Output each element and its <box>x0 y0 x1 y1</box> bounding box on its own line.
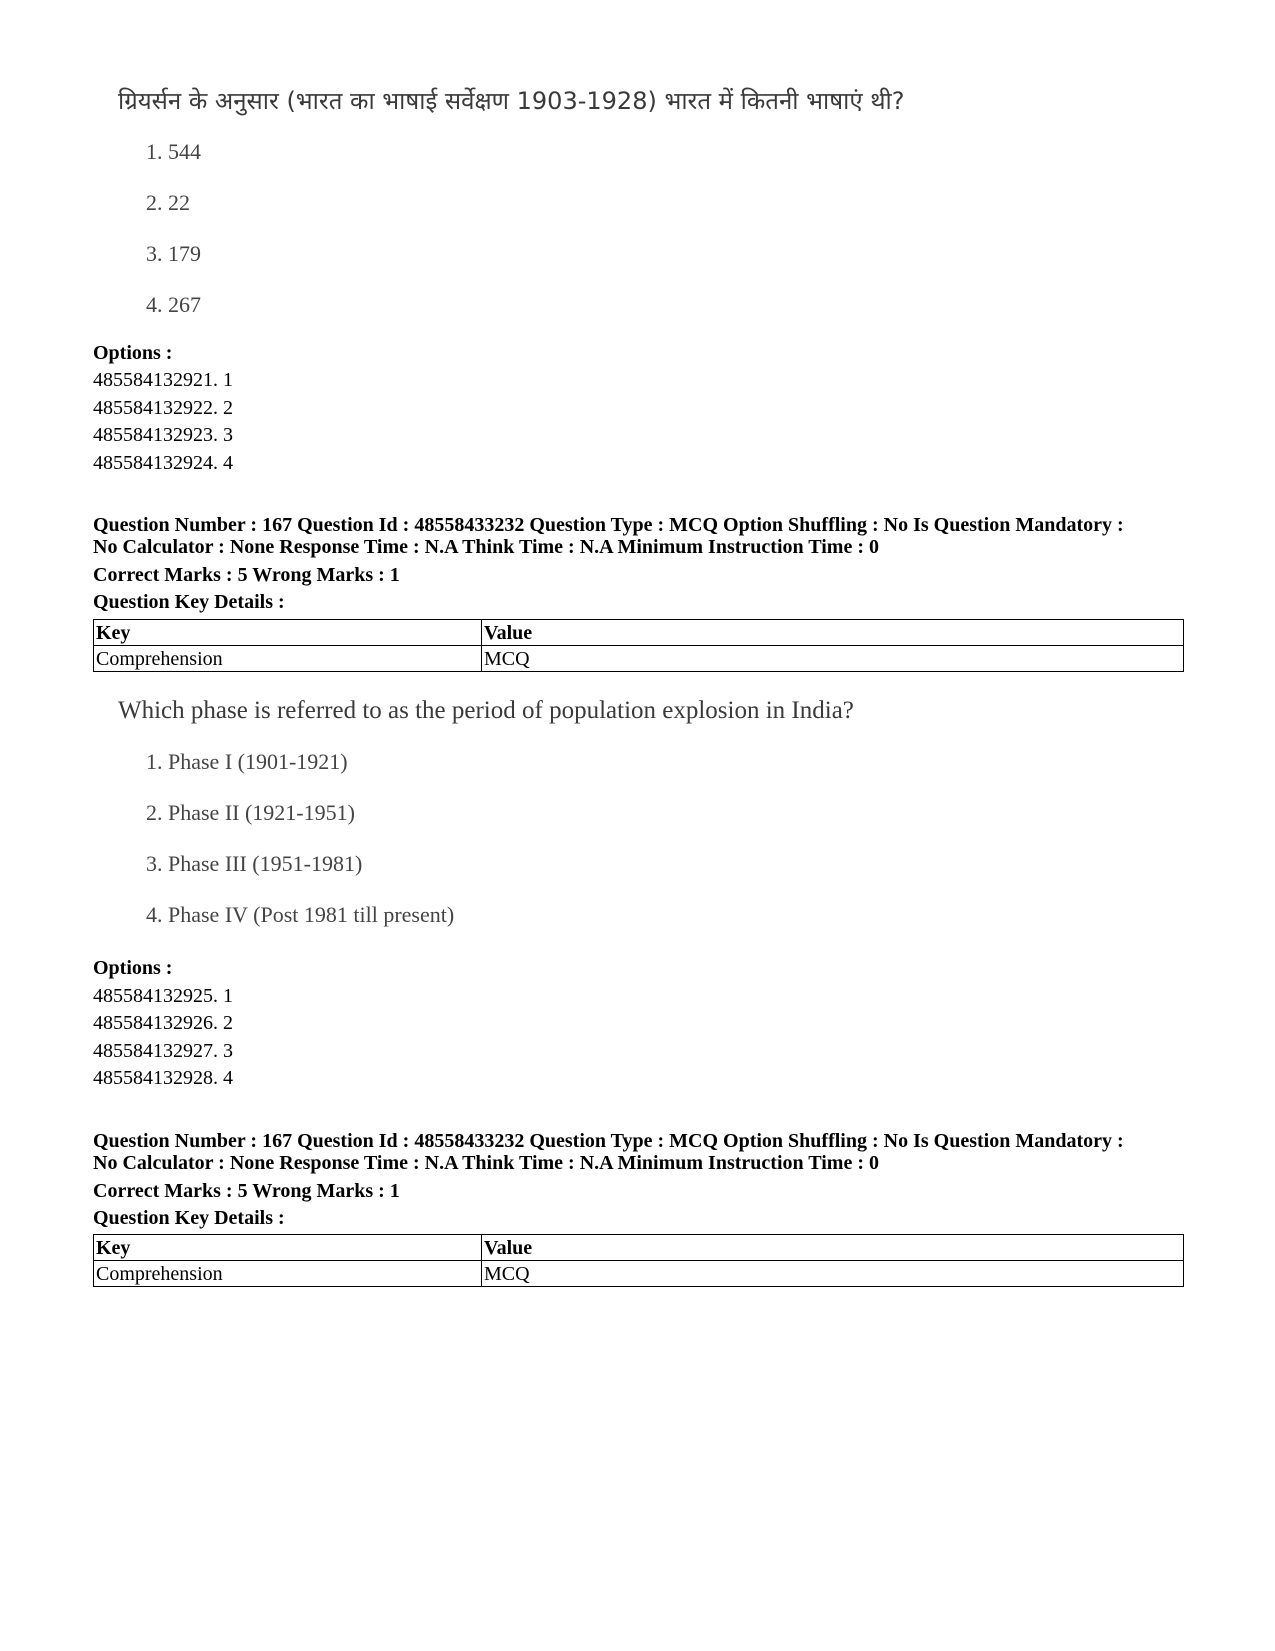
answer-choice-2: 2. 22 <box>146 190 190 215</box>
table-header-row <box>94 1235 1184 1261</box>
table-cell-key: Comprehension <box>94 1261 482 1287</box>
answer-choice-1: 1. 544 <box>146 139 201 164</box>
marks-line: Correct Marks : 5 Wrong Marks : 1 <box>93 564 400 586</box>
option-id-line: 485584132922. 2 <box>93 397 233 419</box>
option-id-line: 485584132924. 4 <box>93 452 233 474</box>
question-text: Which phase is referred to as the period of population explosion in India? <box>118 697 854 724</box>
option-id-line: 485584132921. 1 <box>93 369 233 391</box>
table-row <box>94 1261 1184 1287</box>
table-header-row <box>94 620 1184 646</box>
marks-line: Correct Marks : 5 Wrong Marks : 1 <box>93 1180 400 1202</box>
question-meta-line-1: Question Number : 167 Question Id : 48558433232 Question Type : MCQ Option Shuffling : No Is Question Mandatory : <box>93 1130 1124 1152</box>
question-meta-line-1: Question Number : 167 Question Id : 48558433232 Question Type : MCQ Option Shuffling : No Is Question Mandatory : <box>93 514 1124 536</box>
answer-choice-3: 3. 179 <box>146 241 201 266</box>
key-details-table <box>93 1234 1184 1287</box>
table-row <box>94 646 1184 672</box>
question-meta-line-2: No Calculator : None Response Time : N.A Think Time : N.A Minimum Instruction Time : 0 <box>93 1152 879 1174</box>
question-text-hindi: ग्रियर्सन के अनुसार (भारत का भाषाई सर्वेक्षण 1903-1928) भारत में कितनी भाषाएं थी? <box>118 87 905 115</box>
table-header-key: Key <box>94 1235 482 1261</box>
option-id-line: 485584132928. 4 <box>93 1067 233 1089</box>
options-heading: Options : <box>93 957 173 979</box>
option-id-line: 485584132926. 2 <box>93 1012 233 1034</box>
question-meta-line-2: No Calculator : None Response Time : N.A Think Time : N.A Minimum Instruction Time : 0 <box>93 536 879 558</box>
table-header-value: Value <box>482 620 1184 646</box>
options-heading: Options : <box>93 342 173 364</box>
key-details-table <box>93 619 1184 672</box>
answer-choice-1: 1. Phase I (1901-1921) <box>146 749 348 774</box>
answer-choice-4: 4. Phase IV (Post 1981 till present) <box>146 902 455 927</box>
table-cell-value: MCQ <box>482 646 1184 672</box>
table-header-key: Key <box>94 620 482 646</box>
key-details-heading: Question Key Details : <box>93 1207 285 1229</box>
option-id-line: 485584132923. 3 <box>93 424 233 446</box>
answer-choice-4: 4. 267 <box>146 292 201 317</box>
option-id-line: 485584132927. 3 <box>93 1040 233 1062</box>
answer-choice-2: 2. Phase II (1921-1951) <box>146 800 355 825</box>
key-details-heading: Question Key Details : <box>93 591 285 613</box>
table-header-value: Value <box>482 1235 1184 1261</box>
table-cell-value: MCQ <box>482 1261 1184 1287</box>
table-cell-key: Comprehension <box>94 646 482 672</box>
answer-choice-3: 3. Phase III (1951-1981) <box>146 851 363 876</box>
option-id-line: 485584132925. 1 <box>93 985 233 1007</box>
